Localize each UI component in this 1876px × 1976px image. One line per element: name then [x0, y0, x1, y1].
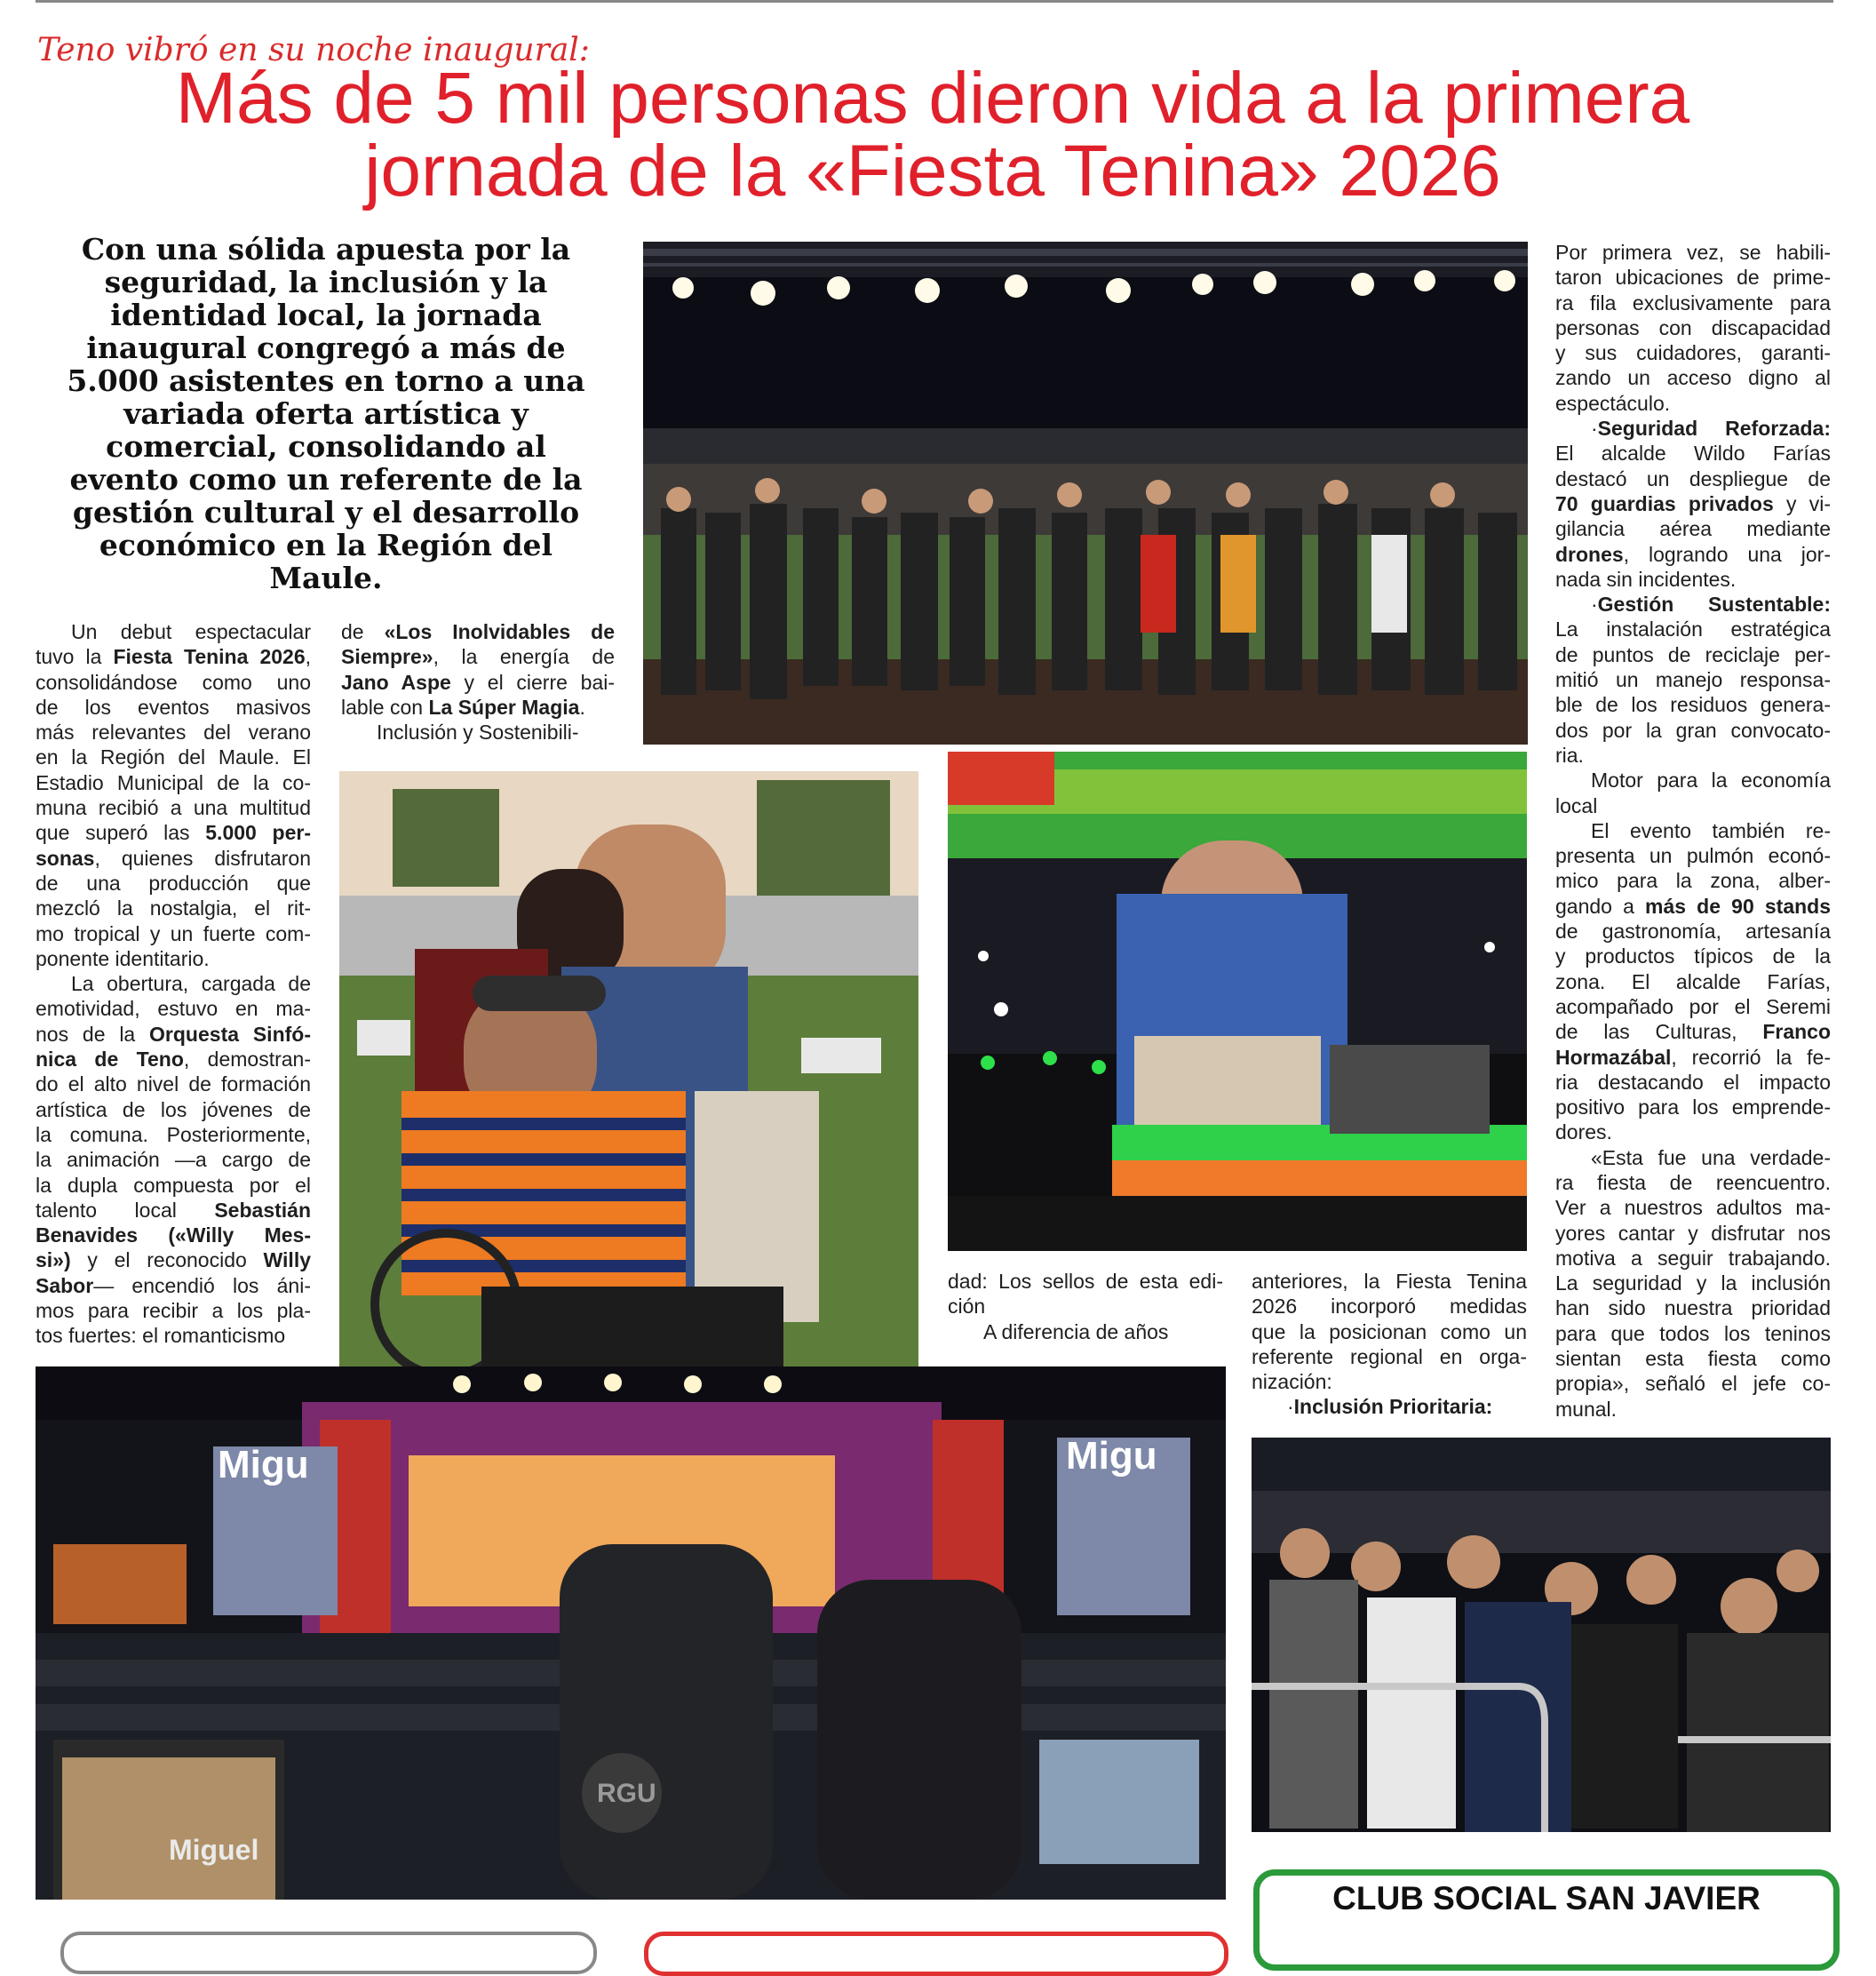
lead-line: seguridad, la inclusión y la — [104, 265, 548, 299]
text-line: que la posicionan como un — [1252, 1319, 1527, 1343]
headline — [89, 58, 1777, 211]
text-line: positivo para los emprende- — [1555, 1096, 1831, 1119]
top-rule — [36, 0, 1833, 3]
text-line: Inclusión y Sostenibili- — [377, 721, 579, 745]
ad-frame-left — [60, 1932, 597, 1974]
text-line: La instalación estratégica — [1555, 618, 1831, 641]
text-line: dos por la gran convocato- — [1555, 718, 1831, 742]
text-line: sientan esta fiesta como — [1555, 1347, 1831, 1371]
stage-group-photo — [643, 242, 1528, 745]
text-line: La seguridad y la inclusión — [1555, 1271, 1831, 1295]
text-line: ra fila exclusivamente para — [1555, 291, 1831, 315]
text-line: ponente identitario. — [36, 946, 210, 970]
lead-line: identidad local, la jornada — [110, 298, 542, 332]
headline-line-2: jornada de la «Fiesta Tenina» 2026 — [364, 131, 1501, 211]
text-line: más relevantes del verano — [36, 721, 311, 745]
text-line: dores. — [1555, 1120, 1612, 1144]
text-line: ria. — [1555, 743, 1584, 767]
monitor-text: Miguel — [169, 1834, 259, 1866]
text-line: de una producción que — [36, 871, 311, 895]
text-line: dad: Los sellos de esta edi- — [948, 1270, 1223, 1293]
text-line: Estadio Municipal de la co- — [36, 770, 311, 794]
text-line: ·Gestión Sustentable: — [1591, 593, 1831, 617]
text-line: ·Inclusión Prioritaria: — [1287, 1395, 1493, 1419]
text-line: gando a más de 90 stands — [1555, 894, 1831, 918]
text-line: de los eventos masivos — [36, 695, 311, 719]
text-line: zona. El alcalde Farías, — [1555, 969, 1831, 993]
lead-line: variada oferta artística y — [123, 396, 529, 431]
body-column-2 — [341, 619, 615, 745]
text-line: 70 guardias privados y vi- — [1555, 491, 1831, 515]
lead-line: gestión cultural y el desarrollo — [72, 495, 580, 530]
text-line: mezcló la nostalgia, el rit- — [36, 896, 311, 920]
jacket-logo-text: RGU — [597, 1779, 656, 1808]
text-line: mo tropical y un fuerte com- — [36, 921, 311, 945]
text-line: ·Seguridad Reforzada: — [1591, 417, 1831, 441]
text-line: consolidándose como uno — [36, 670, 311, 694]
text-line: presenta un pulmón econó- — [1555, 844, 1831, 868]
body-column-1 — [36, 619, 311, 1349]
body-column-3 — [948, 1269, 1223, 1344]
audience-photo — [1252, 1438, 1831, 1832]
text-line: mico para la zona, alber- — [1555, 869, 1831, 893]
text-line: y productos típicos de la — [1555, 944, 1831, 968]
screen-left-text: Migu — [218, 1443, 309, 1486]
text-line: destacó un despliegue de — [1555, 466, 1831, 490]
lead-line: Con una sólida apuesta por la — [81, 232, 571, 267]
text-line: Ver a nuestros adultos ma- — [1555, 1196, 1831, 1220]
text-line: que superó las 5.000 per- — [36, 821, 311, 845]
text-line: si») y el reconocido Willy — [36, 1248, 311, 1272]
text-line: mitió un manejo responsa- — [1555, 668, 1831, 692]
text-line: muna recibió a una multitud — [36, 796, 311, 820]
text-line: ble de los residuos genera- — [1555, 693, 1831, 717]
text-line: Un debut espectacular — [71, 620, 311, 643]
text-line: anteriores, la Fiesta Tenina — [1252, 1270, 1527, 1293]
text-line: de gastronomía, artesanía — [1555, 920, 1831, 944]
text-line: y sus cuidadores, garanti- — [1555, 341, 1831, 365]
text-line: Jano Aspe y el cierre bai- — [341, 670, 616, 694]
concert-stage-photo — [36, 1366, 1226, 1900]
text-line: El evento también re- — [1591, 818, 1831, 842]
text-line: sonas, quienes disfrutaron — [36, 846, 311, 870]
text-line: emotividad, estuvo en ma- — [36, 997, 311, 1021]
text-line: motiva a seguir trabajando. — [1555, 1246, 1831, 1270]
text-line: local — [1555, 793, 1598, 817]
text-line: tuvo la Fiesta Tenina 2026, — [36, 645, 311, 669]
speaker-screen-photo — [948, 752, 1527, 1251]
text-line: taron ubicaciones de prime- — [1555, 266, 1831, 290]
text-line: drones, logrando una jor- — [1555, 542, 1831, 566]
text-line: la animación —a cargo de — [36, 1148, 311, 1172]
text-line: Benavides («Willy Mes- — [36, 1223, 311, 1247]
text-line: espectáculo. — [1555, 391, 1671, 415]
text-line: Hormazábal, recorrió la fe- — [1555, 1045, 1831, 1069]
text-line: Siempre», la energía de — [341, 645, 615, 669]
lead-line: evento como un referente de la — [69, 462, 583, 497]
text-line: mos para recibir a los pla- — [36, 1299, 311, 1323]
screen-right-text: Migu — [1066, 1434, 1157, 1478]
attendees-portrait-photo — [339, 771, 918, 1368]
headline-line-1: Más de 5 mil personas dieron vida a la primera — [175, 58, 1690, 139]
text-line: lable con La Súper Magia. — [341, 695, 585, 719]
kicker: Teno vibró en su noche inaugural: — [37, 32, 590, 68]
text-line: nada sin incidentes. — [1555, 567, 1737, 591]
text-line: ra fiesta de reencuentro. — [1555, 1170, 1831, 1194]
text-line: «Esta fue una verdade- — [1591, 1145, 1831, 1169]
text-line: 2026 incorporó medidas — [1252, 1295, 1527, 1319]
text-line: en la Región del Maule. El — [36, 745, 311, 769]
lead-line: Maule. — [269, 561, 383, 595]
text-line: para que todos los teninos — [1555, 1321, 1831, 1345]
text-line: Por primera vez, se habili- — [1555, 241, 1831, 264]
text-line: nica de Teno, demostran- — [36, 1048, 311, 1072]
text-line: referente regional en orga- — [1252, 1344, 1527, 1368]
lead-line: inaugural congregó a más de — [86, 331, 566, 365]
text-line: de «Los Inolvidables de — [341, 620, 615, 643]
text-line: de las Culturas, Franco — [1555, 1020, 1831, 1044]
lead-line: 5.000 asistentes en torno a una — [67, 363, 585, 398]
text-line: A diferencia de años — [983, 1319, 1169, 1343]
text-line: la dupla compuesta por el — [36, 1173, 311, 1197]
text-line: ción — [948, 1295, 986, 1319]
lead-paragraph — [46, 233, 606, 594]
text-line: nos de la Orquesta Sinfó- — [36, 1022, 311, 1046]
text-line: La obertura, cargada de — [71, 972, 311, 996]
text-line: de puntos de reciclaje per- — [1555, 642, 1831, 666]
lead-line: comercial, consolidando al — [106, 429, 546, 464]
body-column-5 — [1555, 240, 1831, 1422]
text-line: nización: — [1252, 1370, 1332, 1394]
lead-line: económico en la Región del — [99, 528, 553, 562]
text-line: han sido nuestra prioridad — [1555, 1296, 1831, 1320]
text-line: propia», señaló el jefe co- — [1555, 1372, 1831, 1396]
text-line: El alcalde Wildo Farías — [1555, 442, 1831, 466]
body-column-4 — [1252, 1269, 1527, 1420]
text-line: personas con discapacidad — [1555, 315, 1831, 339]
text-line: Motor para la economía — [1591, 769, 1831, 793]
text-line: acompañado por el Seremi — [1555, 994, 1831, 1018]
ad-frame-center — [644, 1932, 1228, 1976]
club-social-banner — [1253, 1869, 1840, 1971]
club-banner-title: CLUB SOCIAL SAN JAVIER — [1332, 1880, 1761, 1916]
text-line: do el alto nivel de formación — [36, 1072, 311, 1096]
text-line: zando un acceso digno al — [1555, 366, 1831, 390]
text-line: talento local Sebastián — [36, 1198, 311, 1222]
text-line: ria destacando el impacto — [1555, 1070, 1831, 1094]
text-line: la comuna. Posteriormente, — [36, 1122, 311, 1146]
text-line: tos fuertes: el romanticismo — [36, 1324, 286, 1348]
text-line: munal. — [1555, 1397, 1618, 1421]
text-line: gilancia aérea mediante — [1555, 517, 1831, 541]
text-line: Sabor— encendió los áni- — [36, 1273, 311, 1297]
text-line: yores cantar y disfrutar nos — [1555, 1221, 1831, 1245]
text-line: artística de los jóvenes de — [36, 1097, 311, 1121]
